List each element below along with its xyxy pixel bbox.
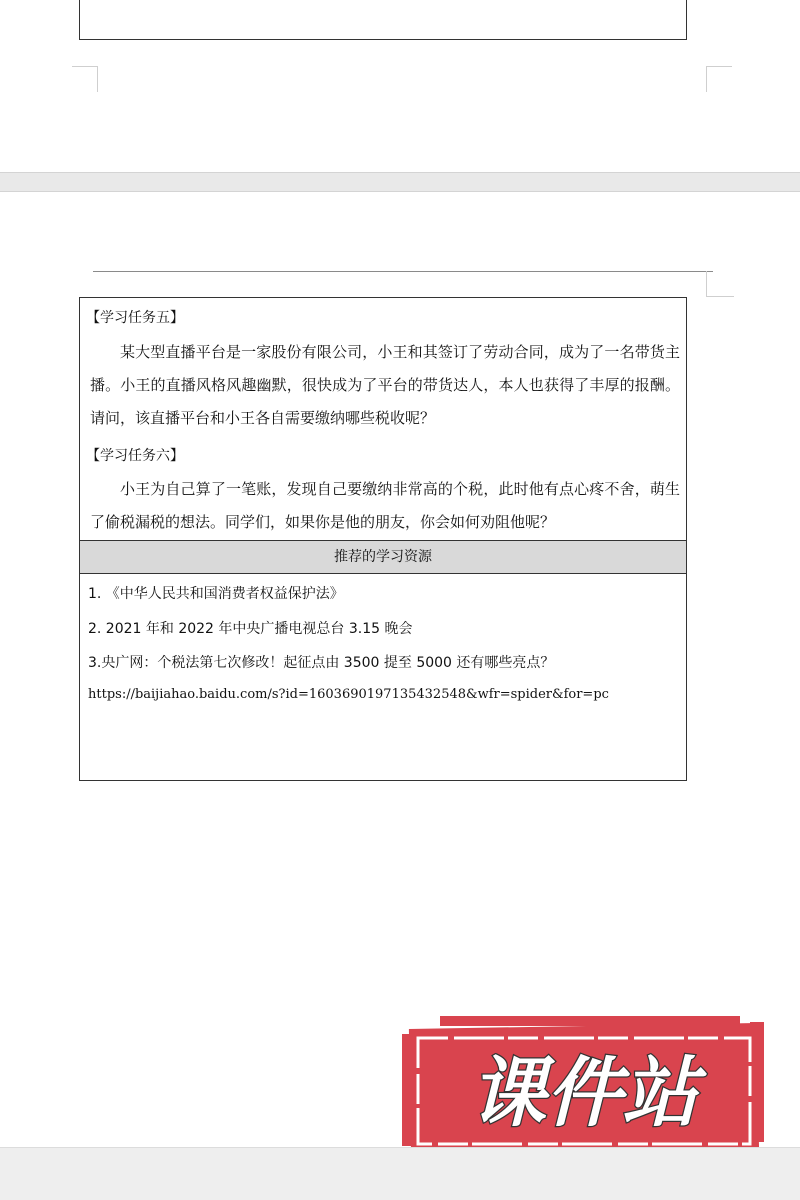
bottom-status-strip bbox=[0, 1147, 800, 1200]
task5-paragraph: 某大型直播平台是一家股份有限公司，小王和其签订了劳动合同，成为了一名带货主播。小王的直播风格风趣幽默，很快成为了平台的带货达人，本人也获得了丰厚的报酬。请问，该直播平台和小王各自需要缴纳哪些税收呢？ bbox=[90, 343, 680, 427]
previous-page bbox=[0, 0, 800, 172]
watermark-stamp bbox=[400, 1014, 768, 1168]
task6-paragraph: 小王为自己算了一笔账，发现自己要缴纳非常高的个税，此时他有点心疼不舍，萌生了偷税漏税的想法。同学们，如果你是他的朋友，你会如何劝阻他呢？ bbox=[90, 480, 680, 531]
stamp-logo-graphic bbox=[400, 1014, 768, 1168]
page-header-line bbox=[93, 271, 713, 272]
margin-corner-mark bbox=[72, 66, 98, 92]
margin-corner-mark bbox=[706, 271, 734, 297]
page-separator bbox=[0, 172, 800, 192]
resource-item-2: 2. 2021 年和 2022 年中央广播电视总台 3.15 晚会 bbox=[88, 621, 413, 637]
resource-item-1: 1. 《中华人民共和国消费者权益保护法》 bbox=[88, 586, 344, 602]
previous-page-table-end bbox=[79, 0, 687, 40]
resources-header: 推荐的学习资源 bbox=[80, 540, 686, 574]
learning-task-table bbox=[79, 297, 687, 781]
task5-heading: 【学习任务五】 bbox=[86, 310, 184, 326]
margin-corner-mark bbox=[706, 66, 732, 92]
task-section bbox=[80, 298, 686, 540]
resource-url[interactable]: https://baijiahao.baidu.com/s?id=1603690197135432548&wfr=spider&for=pc bbox=[88, 687, 609, 702]
svg-text:课件站: 课件站 bbox=[470, 1048, 698, 1137]
resource-item-3: 3.央广网：个税法第七次修改！起征点由 3500 提至 5000 还有哪些亮点？ bbox=[88, 655, 555, 671]
task6-heading: 【学习任务六】 bbox=[86, 448, 184, 464]
